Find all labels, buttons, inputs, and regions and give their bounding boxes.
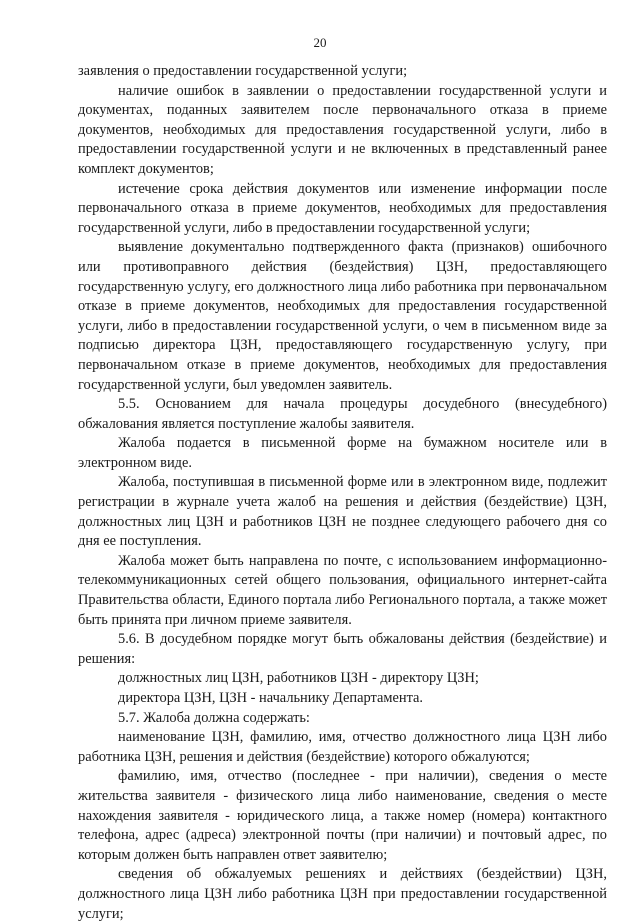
paragraph: директора ЦЗН, ЦЗН - начальнику Департамента. (118, 690, 424, 706)
paragraph: должностных лиц ЦЗН, работников ЦЗН - директору ЦЗН; (118, 670, 479, 687)
paragraph: Жалоба, поступившая в письменной форме или в электронном виде, подлежит регистрации в журнале учета жалоб на решения и действия (бездействие) ЦЗН, должностных лиц ЦЗН и работников ЦЗН не позднее следующего рабочего дня со дня ее поступления. (78, 474, 607, 550)
paragraph: 5.7. Жалоба должна содержать: (118, 709, 310, 726)
page-number: 20 (313, 35, 327, 50)
paragraph: 5.5. Основанием для начала процедуры досудебного (внесудебного) обжалования является поступление жалобы заявителя. (78, 396, 607, 432)
paragraph: сведения об обжалуемых решениях и действиях (бездействии) ЦЗН, должностного лица ЦЗН либо работника ЦЗН при предоставлении государственной услуги; (78, 866, 607, 922)
paragraph: наличие ошибок в заявлении о предоставлении государственной услуги и документах, поданных заявителем после первоначального отказа в приеме документов, необходимых для предоставления государственной услуги, либо в предоставлении государственной услуги и не включенных в представленный ранее комплект документов; (78, 82, 607, 177)
paragraph: Жалоба может быть направлена по почте, с использованием информационно-телекоммуникационных сетей общего пользования, официального интернет-сайта Правительства области, Единого портала либо Регионального портала, а также может быть принята при личном приеме заявителя. (78, 552, 607, 628)
paragraph: Жалоба подается в письменной форме на бумажном носителе или в электронном виде. (78, 435, 607, 471)
paragraph: наименование ЦЗН, фамилию, имя, отчество должностного лица ЦЗН либо работника ЦЗН, решения и действия (бездействие) которого обжалуются; (78, 729, 607, 765)
paragraph: выявление документально подтвержденного факта (признаков) ошибочного или противоправного действия (бездействия) ЦЗН, предоставляющего государственную услугу, его должностного лица либо работника при первоначальном отказе в приеме документов, необходимых для предоставления государственной услуги, либо в предоставлении государственной услуги, о чем в письменном виде за подписью директора ЦЗН, предоставляющего государственную услугу, при первоначальном отказе в приеме документов, необходимых для предоставления государственной услуги, был уведомлен заявитель. (78, 239, 607, 393)
paragraph: фамилию, имя, отчество (последнее - при наличии), сведения о месте жительства заявителя - физического лица либо наименование, сведения о месте нахождения заявителя - юридического лица, а также номер (номера) контактного телефона, адрес (адреса) электронной почты (при наличии) и почтовый адрес, по которым должен быть направлен ответ заявителю; (78, 768, 607, 863)
paragraph-continuation: заявления о предоставлении государственной услуги; (78, 63, 408, 79)
paragraph: истечение срока действия документов или изменение информации после первоначального отказа в приеме документов, необходимых для предоставления государственной услуги, либо в предоставлении государственной услуги; (78, 180, 607, 236)
paragraph: 5.6. В досудебном порядке могут быть обжалованы действия (бездействие) и решения: (78, 631, 607, 667)
document-body (78, 62, 607, 924)
